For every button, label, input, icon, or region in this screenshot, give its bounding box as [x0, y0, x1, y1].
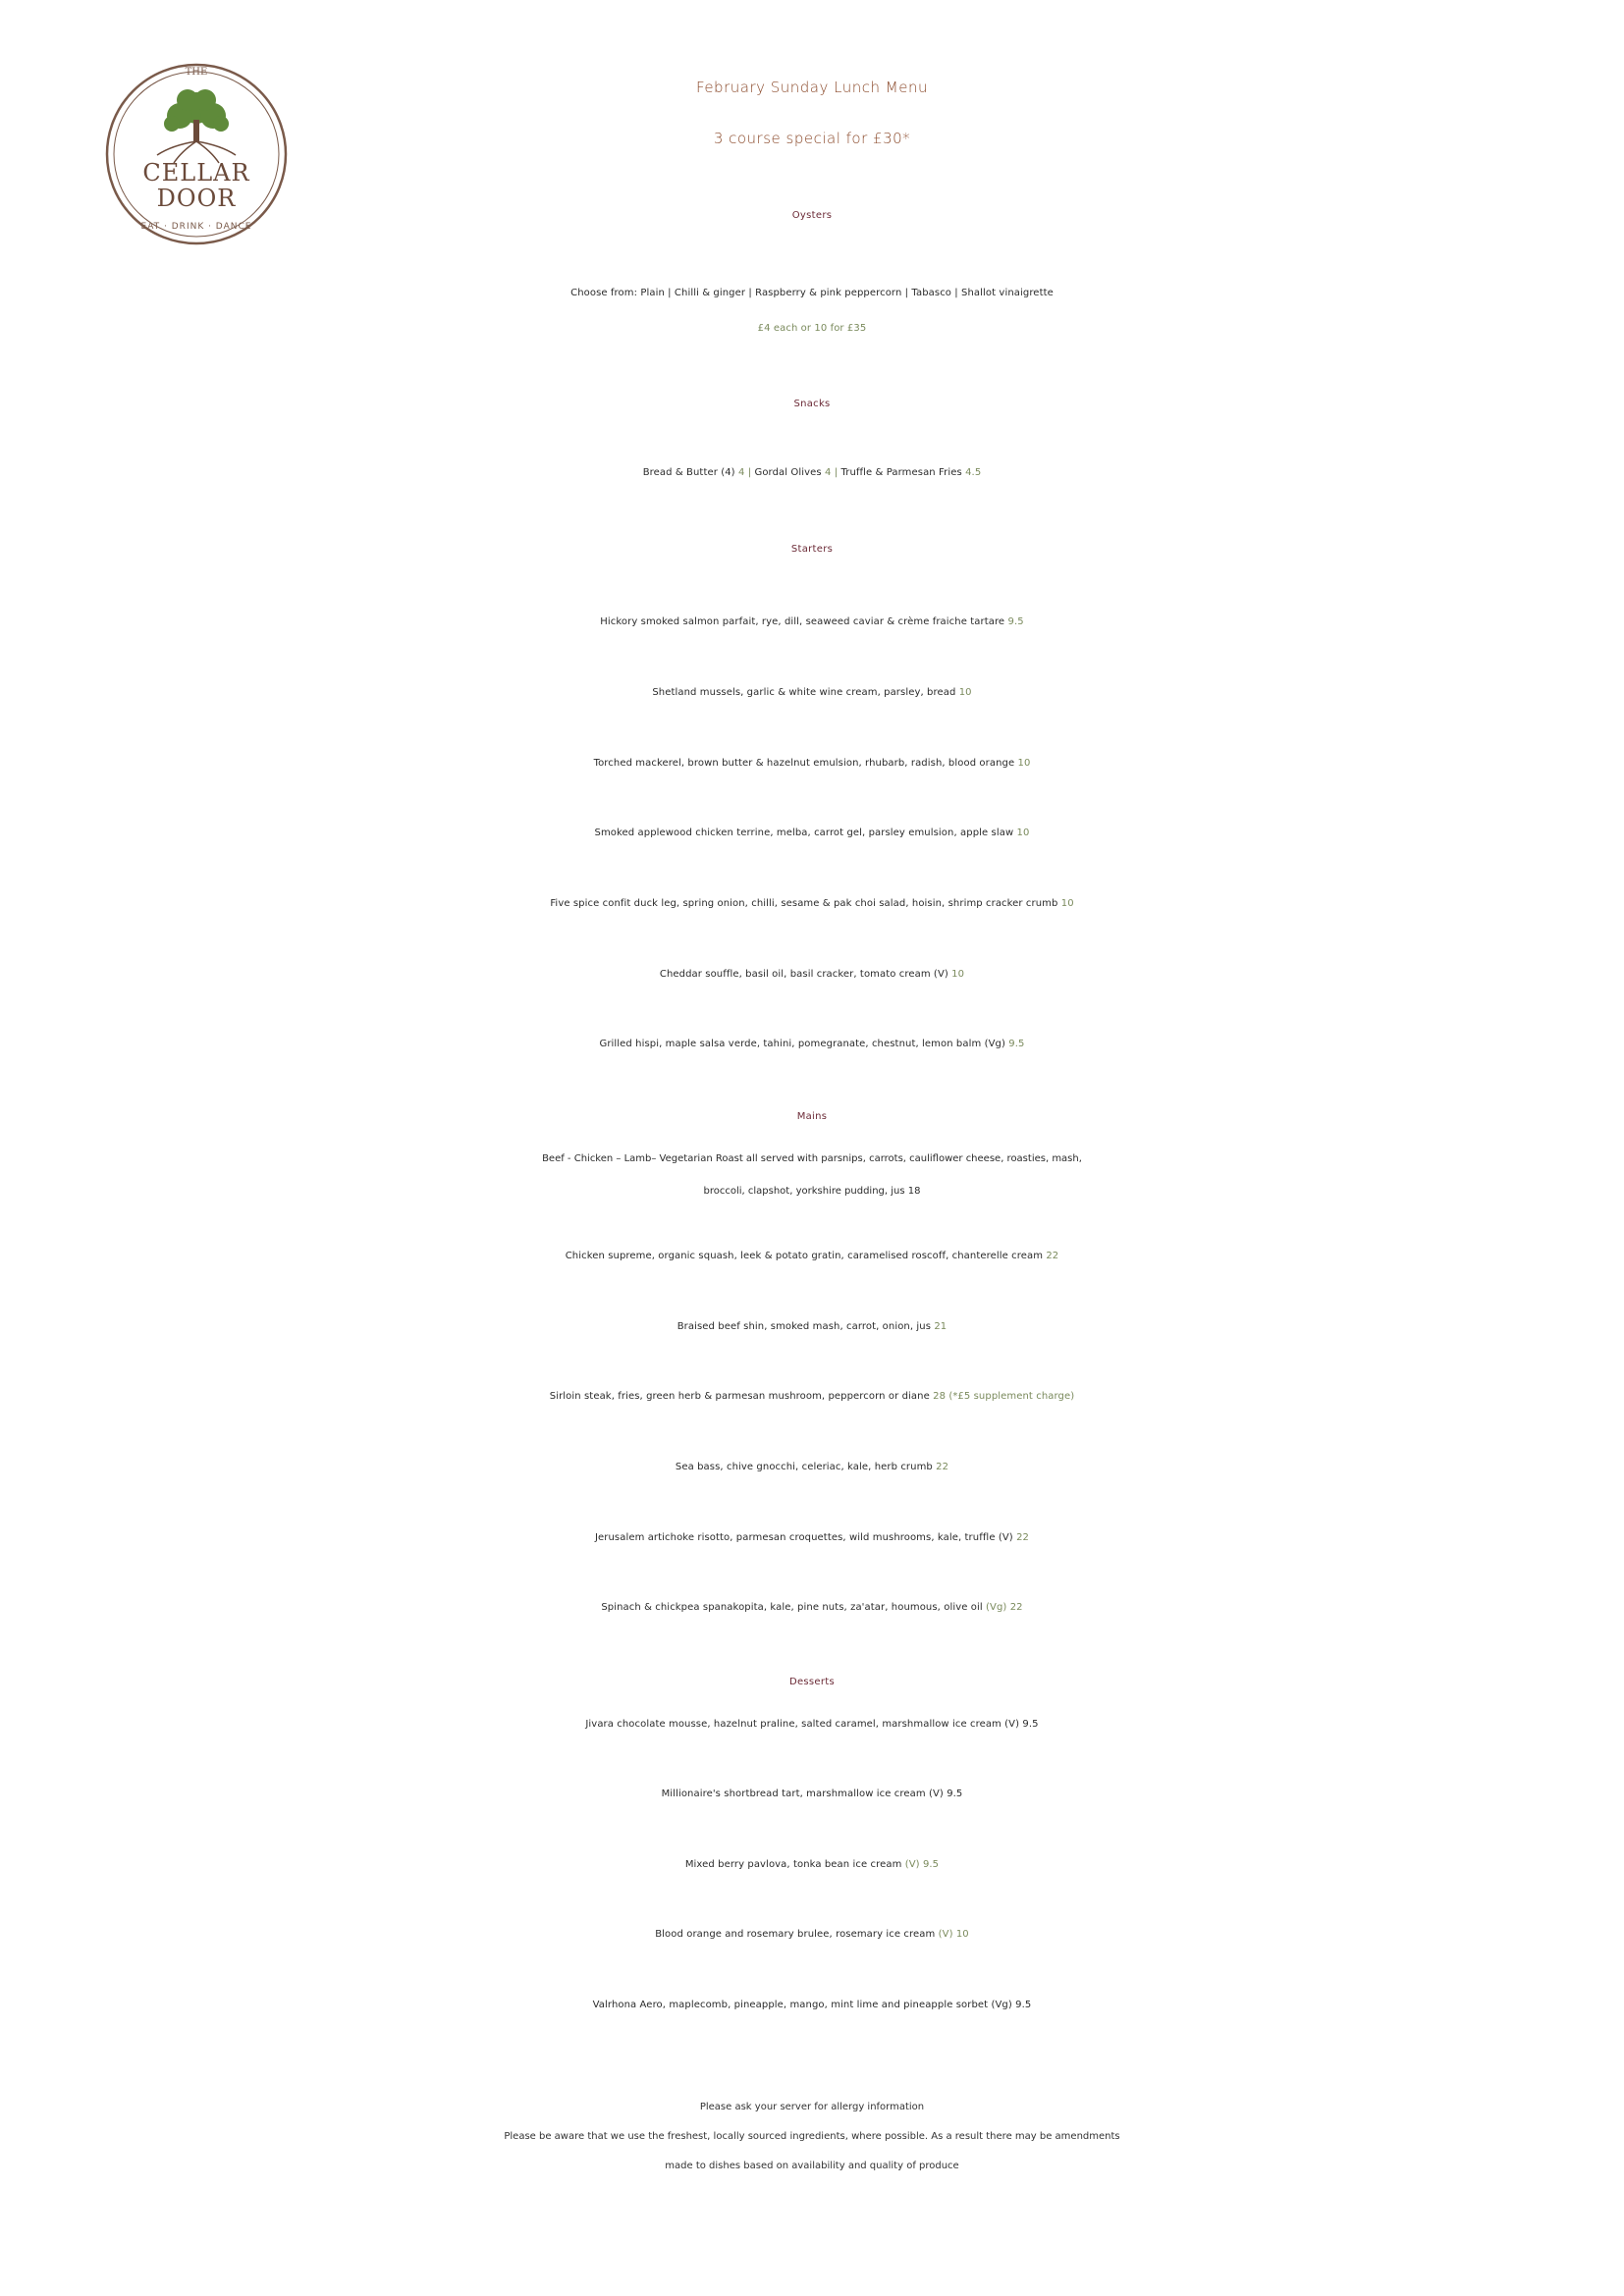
dish-name: Sirloin steak, fries, green herb & parmesan mushroom, peppercorn or diane [549, 1391, 930, 1402]
main-item [0, 1521, 1624, 1556]
dish-price: (V) 9.5 [904, 1859, 940, 1870]
dish-name: Shetland mussels, garlic & white wine cream, parsley, bread [652, 687, 956, 698]
starter-item [0, 957, 1624, 992]
snack-price: 4 [737, 467, 745, 478]
dish-name: Sea bass, chive gnocchi, celeriac, kale, herb crumb [675, 1462, 933, 1472]
dish-price: (V) 10 [938, 1929, 969, 1940]
dish-name: Spinach & chickpea spanakopita, kale, pine nuts, za'atar, houmous, olive oil [601, 1602, 983, 1613]
dish-price: 10 [1016, 828, 1030, 838]
main-item [0, 1379, 1624, 1415]
logo-brand-line1: CELLAR [142, 159, 250, 187]
snack-name: Truffle & Parmesan Fries [840, 467, 962, 478]
dish-price: 22 [1046, 1251, 1059, 1261]
dish-name: Chicken supreme, organic squash, leek & potato gratin, caramelised roscoff, chanterelle cream [565, 1251, 1044, 1261]
dish-name: Smoked applewood chicken terrine, melba, carrot gel, parsley emulsion, apple slaw [594, 828, 1014, 838]
starter-item [0, 746, 1624, 781]
dish-name: Jivara chocolate mousse, hazelnut praline, salted caramel, marshmallow ice cream (V) 9.5 [585, 1719, 1039, 1730]
menu-title: February Sunday Lunch Menu [696, 79, 928, 96]
oysters-price: £4 each or 10 for £35 [757, 323, 867, 334]
dish-price: 10 [958, 687, 972, 698]
dish-price: 28 (*£5 supplement charge) [933, 1391, 1075, 1402]
dish-name: Valrhona Aero, maplecomb, pineapple, mango, mint lime and pineapple sorbet (Vg) 9.5 [592, 2000, 1032, 2010]
main-item [0, 1309, 1624, 1345]
dish-price: 9.5 [1008, 1039, 1025, 1049]
section-heading-starters: Starters [790, 544, 834, 555]
dish-price: 22 [936, 1462, 949, 1472]
dish-name: Five spice confit duck leg, spring onion, chilli, sesame & pak choi salad, hoisin, shrimp cracker crumb [550, 898, 1058, 909]
separator: | [747, 467, 752, 478]
dish-name: Grilled hispi, maple salsa verde, tahini, pomegranate, chestnut, lemon balm (Vg) [599, 1039, 1006, 1049]
dish-name: Hickory smoked salmon parfait, rye, dill, seaweed caviar & crème fraiche tartare [600, 616, 1005, 627]
snack-name: Bread & Butter (4) [642, 467, 735, 478]
logo-tagline: EAT · DRINK · DANCE [140, 222, 252, 232]
snack-price: 4 [825, 467, 832, 478]
dish-name: Jerusalem artichoke risotto, parmesan croquettes, wild mushrooms, kale, truffle (V) [594, 1532, 1013, 1543]
dish-price: 10 [1060, 898, 1074, 909]
dessert-item [0, 1707, 1624, 1742]
dish-price: 10 [951, 969, 965, 980]
dessert-item [0, 1847, 1624, 1883]
section-heading-mains: Mains [796, 1111, 828, 1122]
dish-price: 9.5 [1007, 616, 1024, 627]
logo-brand-line2: DOOR [156, 185, 237, 212]
separator: | [834, 467, 839, 478]
starter-item [0, 886, 1624, 922]
dish-price: 22 [1016, 1532, 1030, 1543]
menu-subtitle: 3 course special for £30* [713, 130, 911, 147]
sourcing-note-line1: Please be aware that we use the freshest, locally sourced ingredients, where possible. As a result there may be amendments [504, 2131, 1120, 2142]
section-heading-desserts: Desserts [788, 1677, 836, 1687]
snack-price: 4.5 [965, 467, 982, 478]
starter-item [0, 816, 1624, 851]
dish-price: 10 [1017, 758, 1031, 769]
sourcing-note-line2: made to dishes based on availability and quality of produce [665, 2161, 959, 2171]
dish-name: Blood orange and rosemary brulee, rosemary ice cream [655, 1929, 936, 1940]
dish-name: Torched mackerel, brown butter & hazelnut emulsion, rhubarb, radish, blood orange [593, 758, 1015, 769]
oysters-choices: Choose from: Plain | Chilli & ginger | Raspberry & pink peppercorn | Tabasco | Shallot vinaigrette [570, 288, 1054, 298]
starter-item [0, 1027, 1624, 1062]
main-item [0, 1590, 1624, 1626]
snacks-line [0, 455, 1624, 491]
logo-brand-top: THE [185, 67, 208, 78]
starter-item [0, 605, 1624, 640]
dish-name: Mixed berry pavlova, tonka bean ice cream [684, 1859, 902, 1870]
main-item [0, 1450, 1624, 1485]
dessert-item [0, 1917, 1624, 1952]
dish-name: Millionaire's shortbread tart, marshmallow ice cream (V) 9.5 [661, 1789, 963, 1799]
section-heading-oysters: Oysters [791, 210, 833, 221]
starter-item [0, 675, 1624, 711]
roast-description-line2: broccoli, clapshot, yorkshire pudding, jus 18 [703, 1186, 921, 1197]
dish-price: (Vg) 22 [986, 1602, 1023, 1613]
dish-name: Cheddar souffle, basil oil, basil cracker, tomato cream (V) [659, 969, 948, 980]
section-heading-snacks: Snacks [793, 399, 831, 409]
main-item [0, 1239, 1624, 1274]
snack-name: Gordal Olives [754, 467, 822, 478]
roast-description-line1: Beef - Chicken – Lamb– Vegetarian Roast all served with parsnips, carrots, cauliflower cheese, roasties, mash, [542, 1153, 1082, 1164]
allergy-note: Please ask your server for allergy information [699, 2102, 925, 2112]
dish-name: Braised beef shin, smoked mash, carrot, onion, jus [677, 1321, 932, 1332]
dessert-item [0, 1777, 1624, 1812]
dish-price: 21 [934, 1321, 947, 1332]
dessert-item [0, 1988, 1624, 2023]
